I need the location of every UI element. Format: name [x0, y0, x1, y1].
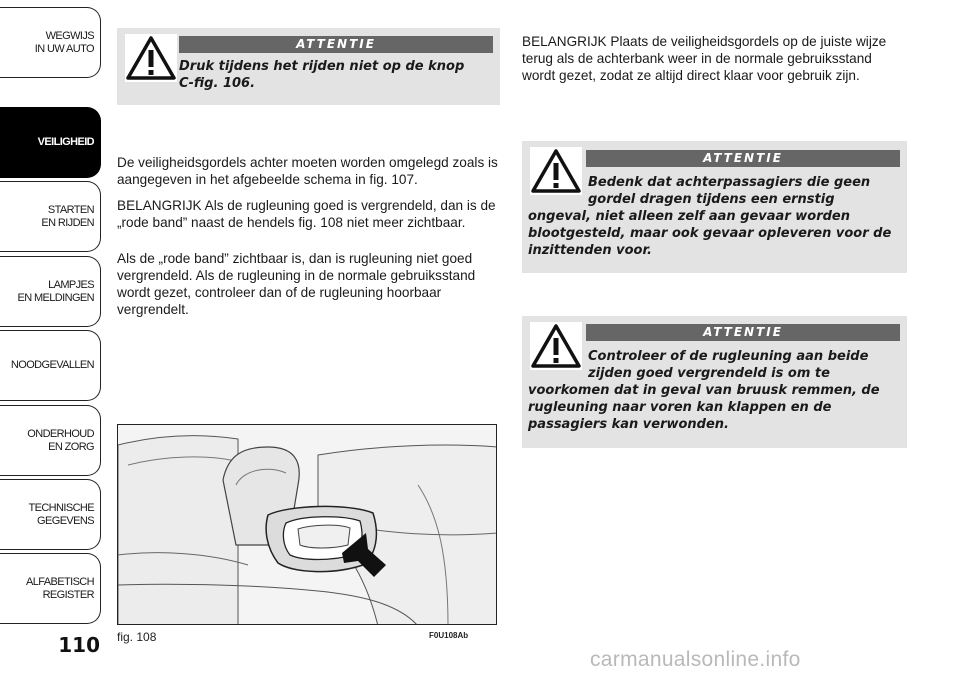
warning-heading: ATTENTIE	[586, 150, 900, 167]
tab-lampjes[interactable]: LAMPJES EN MELDINGEN	[0, 256, 101, 327]
warning-heading: ATTENTIE	[179, 36, 493, 53]
figure-108	[117, 424, 497, 625]
warning-box-3	[522, 316, 907, 448]
tab-onderhoud[interactable]: ONDERHOUD EN ZORG	[0, 405, 101, 476]
paragraph-rode-band: Als de „rode band” zichtbaar is, dan is rugleuning niet goed vergrendeld. Als de rugleuning in de normale gebruiksstand wordt gezet, controleer dan of de rugleuning hoorbaar vergrendelt.	[117, 251, 476, 317]
tab-alfabetisch[interactable]: ALFABETISCH REGISTER	[0, 553, 101, 624]
tab-veiligheid[interactable]: VEILIGHEID	[0, 107, 101, 178]
warning-box-2	[522, 141, 907, 273]
watermark: carmanualsonline.info	[590, 648, 801, 671]
seat-lever-illustration	[118, 425, 497, 625]
warning-text-head: Bedenk dat achterpassagiers die geen gordel dragen tijdens een ernstig	[588, 175, 871, 207]
warning-heading: ATTENTIE	[586, 324, 900, 341]
tab-noodgevallen[interactable]: NOODGEVALLEN	[0, 330, 101, 401]
warning-text-head: Controleer of de rugleuning aan beide zijden goed vergrendeld is om te	[588, 349, 869, 381]
warning-text-rest: voorkomen dat in geval van bruusk remmen, de rugleuning naar voren kan klappen en de passagiers kan verwonden.	[528, 383, 880, 432]
warning-triangle-icon	[125, 34, 177, 82]
tab-starten[interactable]: STARTEN EN RIJDEN	[0, 181, 101, 252]
figure-code: F0U108Ab	[429, 631, 469, 640]
warning-box-1	[117, 28, 500, 105]
warning-triangle-icon	[530, 322, 582, 370]
tab-technische[interactable]: TECHNISCHE GEGEVENS	[0, 479, 101, 550]
tab-wegwijs[interactable]: WEGWIJS IN UW AUTO	[0, 7, 101, 78]
warning-text: Druk tijdens het rijden niet op de knop C-fig. 106.	[179, 59, 465, 91]
warning-triangle-icon	[530, 147, 582, 195]
paragraph-belangrijk-terugplaatsen: BELANGRIJK Plaats de veiligheidsgordels op de juiste wijze terug als de achterbank weer in de normale gebruiksstand wordt gezet, zodat ze altijd direct klaar voor gebruik zijn.	[522, 34, 887, 83]
paragraph-belangrijk-rugleuning: BELANGRIJK Als de rugleuning goed is vergrendeld, dan is de „rode band” naast de hendels fig. 108 niet meer zichtbaar.	[117, 198, 496, 230]
warning-text-rest: ongeval, niet alleen zelf aan gevaar worden blootgesteld, maar ook gevaar opleveren voor de inzittenden voor.	[528, 209, 892, 258]
figure-caption: fig. 108	[117, 630, 157, 644]
page-number: 110	[58, 633, 100, 657]
paragraph-gordels: De veiligheidsgordels achter moeten worden omgelegd zoals is aangegeven in het afgebeelde schema in fig. 107.	[117, 155, 498, 187]
